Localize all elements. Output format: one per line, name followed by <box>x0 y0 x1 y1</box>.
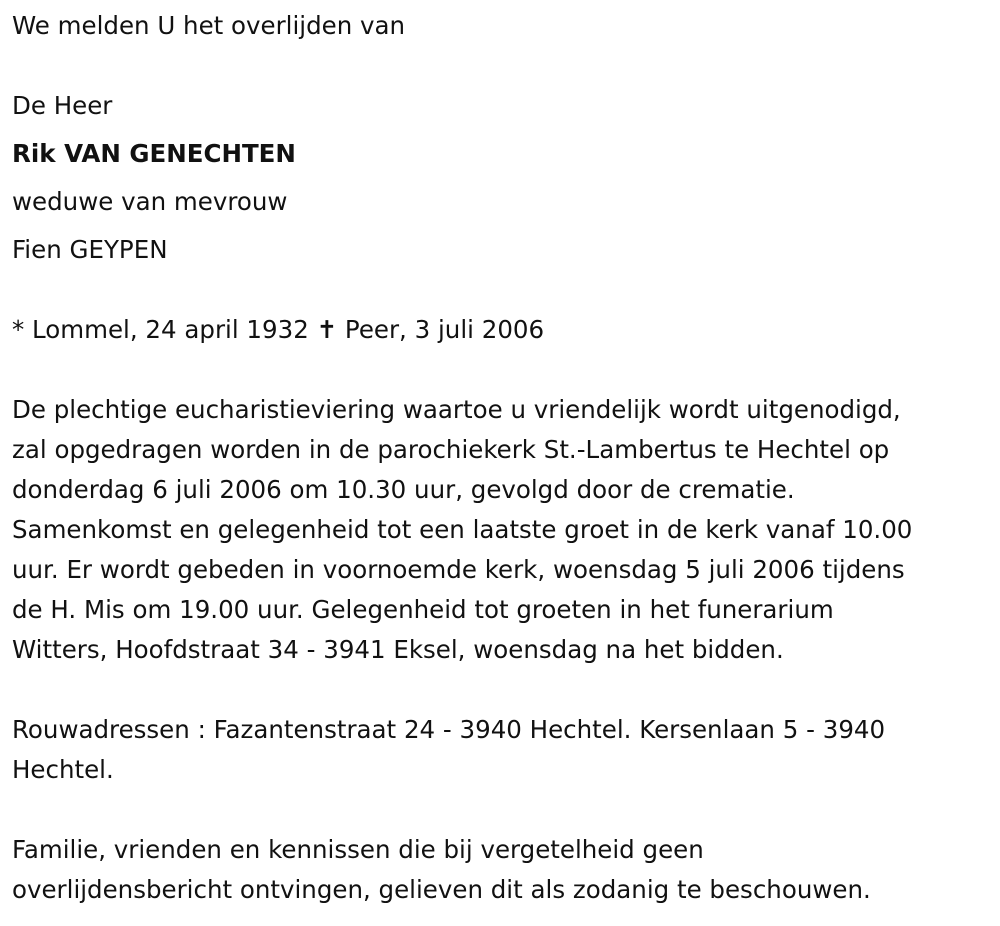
closing-paragraph <box>12 830 988 910</box>
address-paragraph <box>12 710 988 790</box>
dates-line <box>12 310 988 350</box>
paragraph-line: donderdag 6 juli 2006 om 10.30 uur, gevolgd door de crematie. <box>12 475 795 504</box>
spacer <box>12 670 988 710</box>
cross-icon: ✝ <box>316 315 338 344</box>
paragraph-line: zal opgedragen worden in de parochiekerk St.-Lambertus te Hechtel op <box>12 435 890 464</box>
paragraph-line: Samenkomst en gelegenheid tot een laatste groet in de kerk vanaf 10.00 <box>12 515 913 544</box>
intro-text: We melden U het overlijden van <box>12 11 406 40</box>
paragraph-line: Familie, vrienden en kennissen die bij vergetelheid geen <box>12 835 704 864</box>
paragraph-line: de H. Mis om 19.00 uur. Gelegenheid tot groeten in het funerarium <box>12 595 834 624</box>
death-info: Peer, 3 juli 2006 <box>344 315 545 344</box>
paragraph-line: Hechtel. <box>12 755 114 784</box>
birth-info: * Lommel, 24 april 1932 <box>12 315 309 344</box>
paragraph-line: overlijdensbericht ontvingen, gelieven dit als zodanig te beschouwen. <box>12 875 871 904</box>
paragraph-line: Witters, Hoofdstraat 34 - 3941 Eksel, woensdag na het bidden. <box>12 635 784 664</box>
relation-text: weduwe van mevrouw <box>12 187 288 216</box>
ceremony-paragraph <box>12 390 988 670</box>
spacer <box>12 790 988 830</box>
paragraph-line: De plechtige eucharistieviering waartoe u vriendelijk wordt uitgenodigd, <box>12 395 901 424</box>
paragraph-line: uur. Er wordt gebeden in voornoemde kerk, woensdag 5 juli 2006 tijdens <box>12 555 905 584</box>
spacer <box>12 46 988 86</box>
honorific: De Heer <box>12 91 113 120</box>
spacer <box>12 270 988 310</box>
paragraph-line: Rouwadressen : Fazantenstraat 24 - 3940 Hechtel. Kersenlaan 5 - 3940 <box>12 715 886 744</box>
spacer <box>12 350 988 390</box>
deceased-name: Rik VAN GENECHTEN <box>12 139 296 168</box>
spouse-name: Fien GEYPEN <box>12 235 168 264</box>
